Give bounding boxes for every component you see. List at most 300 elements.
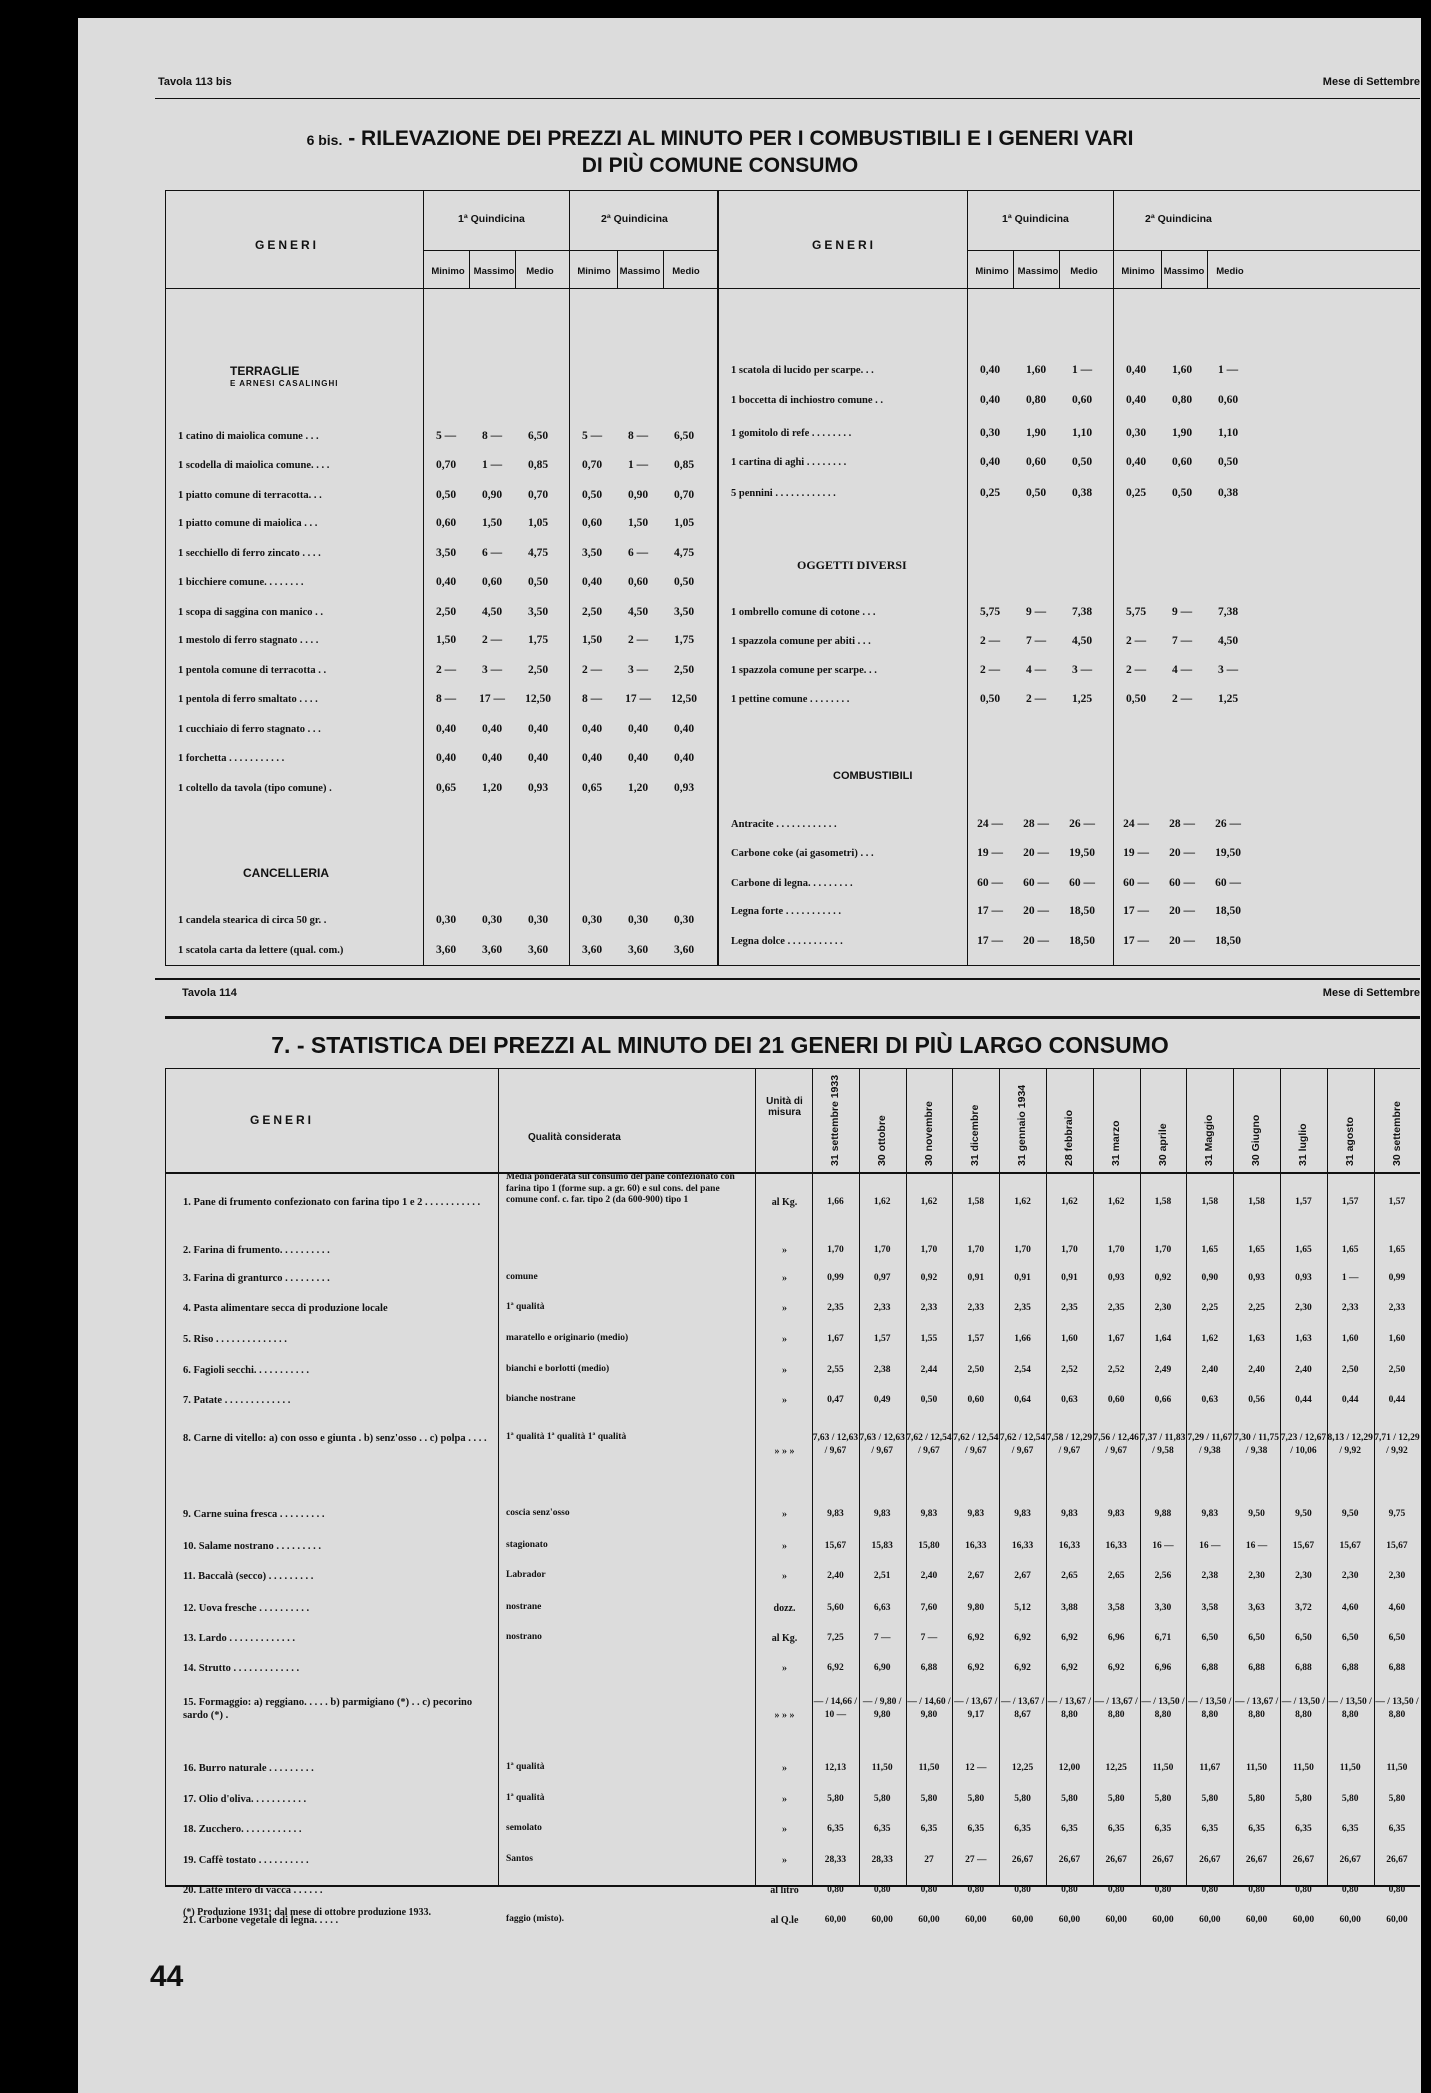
table1-row-label: 1 scatola carta da lettere (qual. com.) — [178, 945, 344, 956]
table1-cell: 3 — — [627, 664, 649, 676]
table1-cell: 0,40 — [1125, 364, 1147, 376]
table1-cell: 0,85 — [527, 459, 549, 471]
table2-top-border — [165, 1068, 1420, 1069]
table2-row-label: 13. Lardo . . . . . . . . . . . . . — [183, 1633, 296, 1644]
table1-bottom-border — [165, 965, 1420, 966]
table2-cell: 0,80 — [967, 1885, 985, 1895]
table1-row-label: 1 spazzola comune per scarpe. . . — [731, 665, 877, 676]
table2-cell: — / 14,60 / 9,80 — [907, 1697, 951, 1720]
table2-cell: 1,57 — [1295, 1197, 1312, 1207]
table2-cell: 6,35 — [827, 1824, 844, 1834]
table2-cell: 5,80 — [1295, 1794, 1312, 1804]
table1-cell: 2,50 — [527, 664, 549, 676]
table1-cell: 0,65 — [435, 782, 457, 794]
table1-cell: 6 — — [627, 547, 649, 559]
table1-generi-header-left: GENERI — [255, 238, 320, 252]
table1-cell: 8 — — [627, 430, 649, 442]
table1-left-massimo-header: Massimo — [619, 266, 661, 277]
table1-cell: 3,60 — [481, 944, 503, 956]
table2-cell: 0,80 — [1014, 1885, 1031, 1895]
table2-row-unit: » — [782, 1303, 787, 1314]
table2-cell: 26,67 — [1105, 1855, 1127, 1865]
table2-cell: 7,25 — [827, 1633, 844, 1643]
table2-cell: 16,33 — [1058, 1541, 1081, 1551]
table1-cell: 20 — — [1169, 905, 1195, 917]
table1-cell: 8 — — [581, 693, 603, 705]
table2-row-label: 18. Zucchero. . . . . . . . . . . . — [183, 1824, 302, 1835]
table2-cell: — / 13,50 / 8,80 — [1188, 1697, 1232, 1720]
table1-cell: 3,50 — [673, 606, 695, 618]
table1-cell: 0,50 — [1025, 487, 1047, 499]
table2-cell: 11,50 — [871, 1763, 893, 1773]
table2-cell: 11,50 — [1292, 1763, 1314, 1773]
table1-right-medio-header: Medio — [1070, 266, 1098, 277]
table2-row-unit: al Q.le — [770, 1915, 799, 1926]
table2-cell: 2,30 — [1341, 1571, 1359, 1581]
month-ref-right: Mese di Settembre — [1322, 76, 1420, 88]
table2-date-header: 31 gennaio 1934 — [1016, 1084, 1029, 1166]
table2-cell: 7,56 / 12,46 / 9,67 — [1093, 1433, 1139, 1456]
table2-cell: 3,88 — [1061, 1603, 1078, 1613]
table2-cell: 6,92 — [1107, 1663, 1125, 1673]
table2-row-unit: al Kg. — [771, 1197, 798, 1208]
table2-cell: 2,55 — [827, 1365, 844, 1375]
table2-row-label: 21. Carbone vegetale di legna. . . . . — [183, 1915, 339, 1926]
table1-row-label: Carbone coke (ai gasometri) . . . — [731, 848, 874, 859]
table1-cell: 24 — — [1123, 818, 1149, 830]
table2-cell: 5,80 — [967, 1794, 985, 1804]
table2-cell: 2,40 — [1295, 1365, 1312, 1375]
table1-cell: 0,50 — [1125, 693, 1147, 705]
table1-cell: 2 — — [481, 634, 503, 646]
table1-row-label: Legna dolce . . . . . . . . . . . — [731, 936, 843, 947]
table2-cell: 0,80 — [1248, 1885, 1265, 1895]
table2-cell: 1,70 — [920, 1245, 938, 1255]
table1-cell: 0,93 — [527, 782, 549, 794]
table2-unita-header: Unità di misura — [766, 1096, 803, 1118]
table2-row-quality: nostrane — [506, 1602, 542, 1612]
table1-row-label: 1 pentola di ferro smaltato . . . . — [178, 694, 318, 705]
table2-row-unit: » — [782, 1395, 787, 1406]
table2-title: 7. - STATISTICA DEI PREZZI AL MINUTO DEI 21 GENERI DI PIÙ LARGO CONSUMO — [271, 1032, 1169, 1058]
table2-cell: — / 9,80 / 9,80 — [862, 1697, 902, 1720]
table2-cell: 11,50 — [1339, 1763, 1361, 1773]
table1-row-label: 5 pennini . . . . . . . . . . . . — [731, 488, 836, 499]
table2-cell: 7 — — [920, 1633, 938, 1643]
table2-cell: 9,83 — [873, 1509, 891, 1519]
table1-cell: 19 — — [977, 847, 1003, 859]
table1-cell: 2 — — [435, 664, 457, 676]
table2-cell: 1,70 — [1061, 1245, 1078, 1255]
table2-cell: 5,80 — [1107, 1794, 1125, 1804]
table2-cell: 26,67 — [1339, 1855, 1361, 1865]
table1-cell: 1 — — [1217, 364, 1239, 376]
table2-cell: 2,51 — [873, 1571, 891, 1581]
table2-cell: 1,70 — [873, 1245, 891, 1255]
table2-row-quality: semolato — [506, 1823, 542, 1833]
table2-cell: 60,00 — [1011, 1915, 1034, 1925]
table2-cell: 5,80 — [1014, 1794, 1031, 1804]
table2-cell: 26,67 — [1386, 1855, 1408, 1865]
table2-cell: 6,35 — [1061, 1824, 1078, 1834]
table2-cell: 26,67 — [1011, 1855, 1034, 1865]
table1-cell: 1 — — [627, 459, 649, 471]
table2-row-unit: al litro — [770, 1885, 799, 1896]
table1-cell: 1,90 — [1025, 427, 1047, 439]
table1-cell: 12,50 — [525, 693, 551, 705]
table2-cell: 5,80 — [1154, 1794, 1172, 1804]
table2-cell: 1,66 — [827, 1197, 844, 1207]
table1-cell: 0,60 — [1071, 394, 1093, 406]
table1-cell: 0,30 — [1125, 427, 1147, 439]
table2-row-quality: coscia senz'osso — [506, 1508, 570, 1518]
table2-cell: 7,29 / 11,67 / 9,38 — [1187, 1433, 1233, 1456]
table2-cell: 26,67 — [1152, 1855, 1174, 1865]
table2-cell: 11,67 — [1199, 1763, 1221, 1773]
table2-row-label: 17. Olio d'oliva. . . . . . . . . . . — [183, 1794, 307, 1805]
table1-cell: 4 — — [1171, 664, 1193, 676]
table2-row-label: 11. Baccalà (secco) . . . . . . . . . — [183, 1571, 314, 1582]
table2-cell: 2,25 — [1248, 1303, 1265, 1313]
table2-cell: 3,30 — [1154, 1603, 1172, 1613]
table1-cell: 18,50 — [1215, 935, 1241, 947]
table2-cell: 2,44 — [920, 1365, 938, 1375]
table2-row-unit: al Kg. — [771, 1633, 798, 1644]
table1-cell: 0,60 — [435, 517, 457, 529]
table1-row-label: 1 secchiello di ferro zincato . . . . — [178, 548, 321, 559]
table1-row-label: 1 gomitolo di refe . . . . . . . . — [731, 428, 852, 439]
table1-cell: 0,38 — [1217, 487, 1239, 499]
table1-cell: 60 — — [1123, 877, 1149, 889]
table1-right-quind1-header: 1ª Quindicina — [1002, 213, 1069, 225]
table2-cell: 0,56 — [1248, 1395, 1265, 1405]
table2-cell: 9,75 — [1388, 1509, 1406, 1519]
table2-cell: 16 — — [1152, 1541, 1174, 1551]
table2-cell: 1,57 — [967, 1334, 985, 1344]
table2-cell: 60,00 — [824, 1915, 847, 1925]
table2-row-unit: » — [782, 1763, 787, 1774]
table2-cell: 1,70 — [1107, 1245, 1125, 1255]
table2-cell: 15,67 — [1292, 1541, 1315, 1551]
table1-cell: 0,30 — [435, 914, 457, 926]
table2-cell: 9,83 — [1014, 1509, 1031, 1519]
table2-row-unit: dozz. — [773, 1603, 796, 1614]
table2-cell: 0,80 — [1154, 1885, 1172, 1895]
table1-cell: 0,50 — [1217, 456, 1239, 468]
table1-cell: 19,50 — [1215, 847, 1241, 859]
table2-cell: 1,67 — [1107, 1334, 1125, 1344]
table1-cell: 0,40 — [527, 723, 549, 735]
table1-generi-header-right: GENERI — [812, 238, 877, 252]
table2-cell: 0,80 — [1201, 1885, 1219, 1895]
table2-cell: 1,62 — [1014, 1197, 1031, 1207]
table2-cell: 5,80 — [1341, 1794, 1359, 1804]
table1-row-label: 1 bicchiere comune. . . . . . . . — [178, 577, 304, 588]
table2-cell: 1,62 — [1201, 1334, 1219, 1344]
table2-row-quality: Labrador — [506, 1570, 546, 1580]
table2-cell: 0,91 — [1061, 1273, 1078, 1283]
table1-cell: 1,75 — [673, 634, 695, 646]
table1-row-label: 1 piatto comune di maiolica . . . — [178, 518, 318, 529]
table2-qual-divider — [498, 1068, 499, 1885]
table1-cell: 8 — — [435, 693, 457, 705]
table2-cell: 2,49 — [1154, 1365, 1172, 1375]
table2-cell: — / 13,67 / 8,80 — [1047, 1697, 1092, 1720]
table2-row-quality: faggio (misto). — [506, 1914, 565, 1924]
table2-cell: 1,63 — [1295, 1334, 1312, 1344]
table1-left-subhdr-line — [423, 250, 717, 251]
table1-cell: 0,40 — [627, 752, 649, 764]
table2-cell: 5,80 — [920, 1794, 938, 1804]
table2-date-header: 30 novembre — [922, 1101, 935, 1166]
table2-row-unit: » — [782, 1571, 787, 1582]
table1-left-border — [165, 190, 166, 965]
table2-cell: 0,93 — [1248, 1273, 1265, 1283]
table2-cell: 6,92 — [1061, 1633, 1078, 1643]
table2-row-unit: » — [782, 1794, 787, 1805]
table2-cell: 7 — — [873, 1633, 891, 1643]
table1-right-massimo-header: Massimo — [1163, 266, 1205, 277]
table1-cell: 20 — — [1023, 847, 1049, 859]
table1-cell: 0,40 — [673, 723, 695, 735]
table2-cell: 12,13 — [824, 1763, 847, 1773]
table1-cell: 3,60 — [673, 944, 695, 956]
table2-cell: 0,93 — [1107, 1273, 1125, 1283]
table2-cell: 5,60 — [827, 1603, 844, 1613]
table1-cell: 2 — — [1125, 635, 1147, 647]
table2-cell: 4,60 — [1388, 1603, 1406, 1613]
table1-cell: 1,75 — [527, 634, 549, 646]
table1-cell: 28 — — [1169, 818, 1195, 830]
table2-cell: 1,64 — [1154, 1334, 1172, 1344]
table1-left-minimo-header: Minimo — [577, 266, 611, 277]
table2-cell: 2,35 — [1014, 1303, 1031, 1313]
table1-cell: 6 — — [481, 547, 503, 559]
table2-cell: 2,50 — [967, 1365, 985, 1375]
table1-row-label: 1 catino di maiolica comune . . . — [178, 431, 319, 442]
table1-cell: 20 — — [1169, 935, 1195, 947]
table1-cell: 2,50 — [435, 606, 457, 618]
table2-cell: 0,91 — [967, 1273, 985, 1283]
table2-month-right: Mese di Settembre — [1322, 987, 1420, 999]
table2-cell: 60,00 — [1386, 1915, 1408, 1925]
table1-cell: 0,40 — [481, 752, 503, 764]
table2-row-unit: » — [782, 1509, 787, 1520]
table2-row-label: 19. Caffè tostato . . . . . . . . . . — [183, 1855, 309, 1866]
table1-cell: 0,40 — [527, 752, 549, 764]
table2-header-border — [165, 1172, 1420, 1174]
table1-cell: 2 — — [1125, 664, 1147, 676]
table2-cell: 1,60 — [1061, 1334, 1078, 1344]
table1-cell: 1 — — [481, 459, 503, 471]
table1-cell: 0,60 — [481, 576, 503, 588]
table2-cell: 11,50 — [918, 1763, 940, 1773]
table2-cell: 6,35 — [1154, 1824, 1172, 1834]
table2-cell: 2,50 — [1341, 1365, 1359, 1375]
table2-cell: 9,83 — [967, 1509, 985, 1519]
table2-qualita-header: Qualità considerata — [528, 1132, 621, 1143]
table1-cell: 9 — — [1171, 606, 1193, 618]
table1-cell: 1,50 — [481, 517, 503, 529]
table2-cell: 2,35 — [1061, 1303, 1078, 1313]
table2-cell: 5,80 — [1061, 1794, 1078, 1804]
table1-left-medio-header: Medio — [672, 266, 700, 277]
table2-cell: 2,30 — [1295, 1571, 1312, 1581]
table1-cell: 0,38 — [1071, 487, 1093, 499]
table1-cell: 2 — — [581, 664, 603, 676]
table1-cell: 3 — — [481, 664, 503, 676]
table2-cell: 6,92 — [967, 1663, 985, 1673]
table1-header-border — [165, 288, 1420, 289]
table2-cell: 6,50 — [1388, 1633, 1406, 1643]
table1-cell: 4,75 — [527, 547, 549, 559]
table2-cell: 9,83 — [1201, 1509, 1219, 1519]
table2-row-unit: » » » — [774, 1446, 795, 1457]
table2-cell: 15,67 — [824, 1541, 847, 1551]
table2-cell: 5,80 — [1248, 1794, 1265, 1804]
table2-cell: 0,60 — [1107, 1395, 1125, 1405]
table1-cell: 0,50 — [1171, 487, 1193, 499]
table2-cell: 9,50 — [1295, 1509, 1312, 1519]
section-subtitle-terraglie: E ARNESI CASALINGHI — [230, 379, 339, 388]
table2-cell: 1,65 — [1388, 1245, 1406, 1255]
table2-cell: 12,25 — [1105, 1763, 1127, 1773]
table1-cell: 5,75 — [979, 606, 1001, 618]
table1-cell: 17 — — [977, 935, 1003, 947]
table2-cell: 7,62 / 12,54 / 9,67 — [953, 1433, 999, 1456]
table2-cell: 1,60 — [1341, 1334, 1359, 1344]
table2-cell: 0,63 — [1201, 1395, 1219, 1405]
table2-row-quality: comune — [506, 1272, 538, 1282]
table1-row-label: 1 pentola comune di terracotta . . — [178, 665, 327, 676]
table2-cell: 7,60 — [920, 1603, 938, 1613]
table1-cell: 1,25 — [1217, 693, 1239, 705]
table1-row-label: 1 scodella di maiolica comune. . . . — [178, 460, 330, 471]
table2-cell: — / 13,67 / 8,80 — [1094, 1697, 1138, 1720]
table1-cell: 20 — — [1023, 905, 1049, 917]
table2-cell: 4,60 — [1341, 1603, 1359, 1613]
table1-cell: 0,50 — [527, 576, 549, 588]
page-number: 44 — [150, 1960, 184, 1993]
table2-cell: 5,12 — [1014, 1603, 1031, 1613]
table2-cell: 2,52 — [1107, 1365, 1125, 1375]
table1-cell: 8 — — [481, 430, 503, 442]
table1-cell: 17 — — [625, 693, 651, 705]
table2-date-header: 31 Maggio — [1203, 1114, 1216, 1166]
table2-cell: 1,58 — [967, 1197, 985, 1207]
table1-left-quind2-header: 2ª Quindicina — [601, 213, 668, 225]
table2-cell: 8,13 / 12,29 / 9,92 — [1327, 1433, 1373, 1456]
table2-cell: 60,00 — [1152, 1915, 1174, 1925]
table2-cell: 16 — — [1245, 1541, 1268, 1551]
table1-cell: 0,30 — [627, 914, 649, 926]
table2-cell: 2,50 — [1388, 1365, 1406, 1375]
table1-row-label: 1 pettine comune . . . . . . . . — [731, 694, 850, 705]
table1-cell: 0,50 — [979, 693, 1001, 705]
table2-cell: 1,62 — [1107, 1197, 1125, 1207]
table2-cell: 6,96 — [1154, 1663, 1172, 1673]
table2-cell: 1,67 — [827, 1334, 844, 1344]
table2-cell: 2,33 — [873, 1303, 891, 1313]
table2-date-header: 31 settembre 1933 — [829, 1074, 841, 1166]
table2-row-label: 6. Fagioli secchi. . . . . . . . . . . — [183, 1365, 309, 1376]
table1-cell: 0,40 — [435, 576, 457, 588]
table2-row-label: 3. Farina di granturco . . . . . . . . . — [183, 1273, 330, 1284]
table2-cell: 2,35 — [827, 1303, 844, 1313]
table2-cell: 2,30 — [1154, 1303, 1172, 1313]
table1-cell: 0,40 — [979, 456, 1001, 468]
table1-cell: 5 — — [581, 430, 603, 442]
table1-right-minimo-header: Minimo — [975, 266, 1009, 277]
table2-cell: 9,83 — [920, 1509, 938, 1519]
table2-cell: 6,71 — [1154, 1633, 1172, 1643]
table1-cell: 3 — — [1217, 664, 1239, 676]
table2-cell: 1,70 — [967, 1245, 985, 1255]
table2-cell: 16,33 — [1105, 1541, 1127, 1551]
table2-cell: 16,33 — [965, 1541, 987, 1551]
table1-cell: 4,50 — [1071, 635, 1093, 647]
table2-row-label: 10. Salame nostrano . . . . . . . . . — [183, 1541, 321, 1552]
table2-cell: 6,50 — [1341, 1633, 1359, 1643]
table2-cell: 0,91 — [1014, 1273, 1031, 1283]
table2-cell: 6,35 — [1388, 1824, 1406, 1834]
table1-right-quind2-header: 2ª Quindicina — [1145, 213, 1212, 225]
table1-cell: 3,60 — [435, 944, 457, 956]
table2-cell: 7,30 / 11,75 / 9,38 — [1234, 1433, 1280, 1456]
table2-cell: 26,67 — [1199, 1855, 1221, 1865]
table1-row-label: 1 scopa di saggina con manico . . — [178, 607, 323, 618]
table2-row-quality: Santos — [506, 1854, 533, 1864]
table2-row-label: 5. Riso . . . . . . . . . . . . . . — [183, 1334, 287, 1345]
table2-row-unit: » — [782, 1245, 787, 1256]
table2-cell: 0,66 — [1154, 1395, 1172, 1405]
table1-cell: 0,80 — [1171, 394, 1193, 406]
table2-cell: 7,63 / 12,63 / 9,67 — [812, 1433, 859, 1456]
table1-cell: 3,60 — [527, 944, 549, 956]
table2-cell: 2,52 — [1061, 1365, 1078, 1375]
table2-cell: 9,88 — [1154, 1509, 1172, 1519]
table2-cell: 1,70 — [1154, 1245, 1172, 1255]
table1-cell: 1,90 — [1171, 427, 1193, 439]
table2-cell: 1,58 — [1154, 1197, 1172, 1207]
table1-cell: 6,50 — [673, 430, 695, 442]
table1-cell: 5 — — [435, 430, 457, 442]
table1-cell: 0,30 — [527, 914, 549, 926]
table1-row-label: 1 mestolo di ferro stagnato . . . . — [178, 635, 319, 646]
table2-cell: 2,67 — [1014, 1571, 1031, 1581]
table2-cell: 2,30 — [1295, 1303, 1312, 1313]
table1-cell: 0,40 — [581, 576, 603, 588]
table2-cell: 3,63 — [1248, 1603, 1265, 1613]
table2-row-quality: stagionato — [506, 1540, 548, 1550]
table2-cell: 0,80 — [1295, 1885, 1312, 1895]
table1-cell: 0,65 — [581, 782, 603, 794]
table2-row-quality: 1ª qualità — [506, 1793, 545, 1803]
table1-cell: 28 — — [1023, 818, 1049, 830]
table1-cell: 2 — — [1025, 693, 1047, 705]
table2-cell: 7,23 / 12,67 / 10,06 — [1280, 1433, 1327, 1456]
table2-cell: 6,50 — [1248, 1633, 1265, 1643]
table1-cell: 1,20 — [627, 782, 649, 794]
table2-cell: 9,80 — [967, 1603, 985, 1613]
table2-cell: — / 13,50 / 8,80 — [1141, 1697, 1185, 1720]
table2-cell: 3,58 — [1201, 1603, 1219, 1613]
table2-cell: 0,99 — [1388, 1273, 1406, 1283]
table1-cell: 2 — — [979, 635, 1001, 647]
table1-cell: 0,25 — [979, 487, 1001, 499]
table1-row-label: 1 piatto comune di terracotta. . . — [178, 490, 322, 501]
table2-generi-header: GENERI — [250, 1113, 315, 1127]
